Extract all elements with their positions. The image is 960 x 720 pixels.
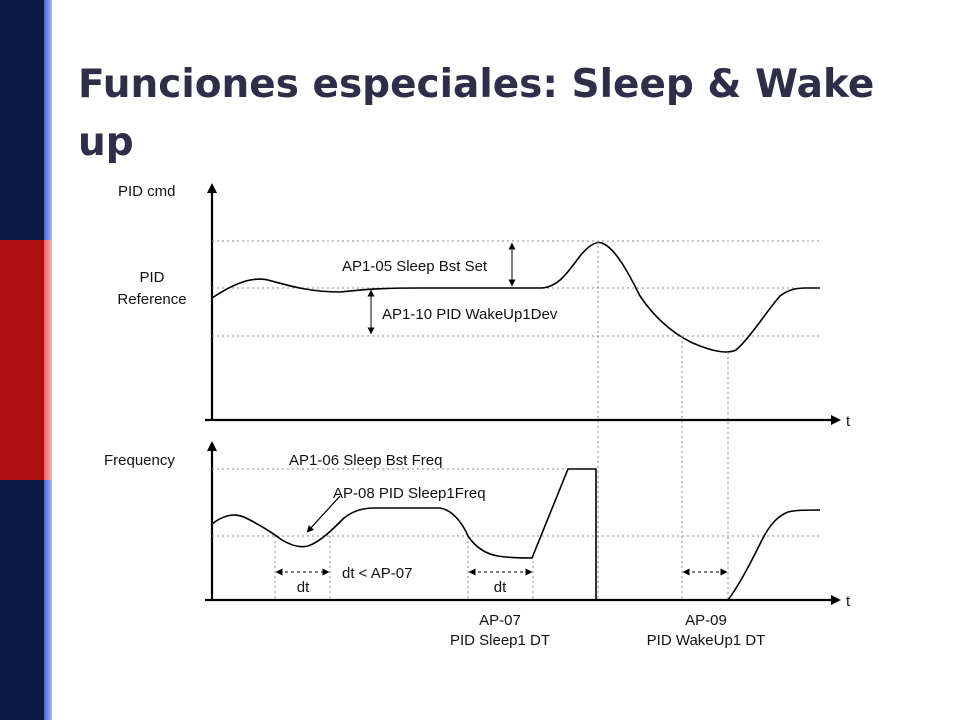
wakeup-dev-label: AP1-10 PID WakeUp1Dev <box>382 306 558 323</box>
wakeup-dt-code-label: AP-09 <box>685 612 727 629</box>
top-graph <box>117 183 851 430</box>
sleep-dt-code-label: AP-07 <box>479 612 521 629</box>
bottom-y-axis-label: Frequency <box>104 452 175 469</box>
dt2-label: dt <box>493 579 507 596</box>
bottom-graph <box>104 446 851 649</box>
sleep-bst-freq-label: AP1-06 Sleep Bst Freq <box>289 452 443 469</box>
sleep-dt-name-label: PID Sleep1 DT <box>449 632 551 649</box>
dt1-label: dt <box>296 579 310 596</box>
reference-label-line1: PID <box>139 269 165 286</box>
frequency-curve-wakeup <box>728 510 820 600</box>
slide-title: Funciones especiales: Sleep & Wake up <box>78 62 875 165</box>
dt-condition-label: dt < AP-07 <box>342 565 413 582</box>
top-x-axis-label: t <box>846 413 851 430</box>
sleep-bst-set-label: AP1-05 Sleep Bst Set <box>342 258 488 275</box>
reference-label-line2: Reference <box>117 291 187 308</box>
sleep-freq-label: AP-08 PID Sleep1Freq <box>333 485 486 502</box>
wakeup-dt-name-label: PID WakeUp1 DT <box>646 632 766 649</box>
top-y-axis-label: PID cmd <box>118 183 176 200</box>
bottom-x-axis-label: t <box>846 593 851 610</box>
